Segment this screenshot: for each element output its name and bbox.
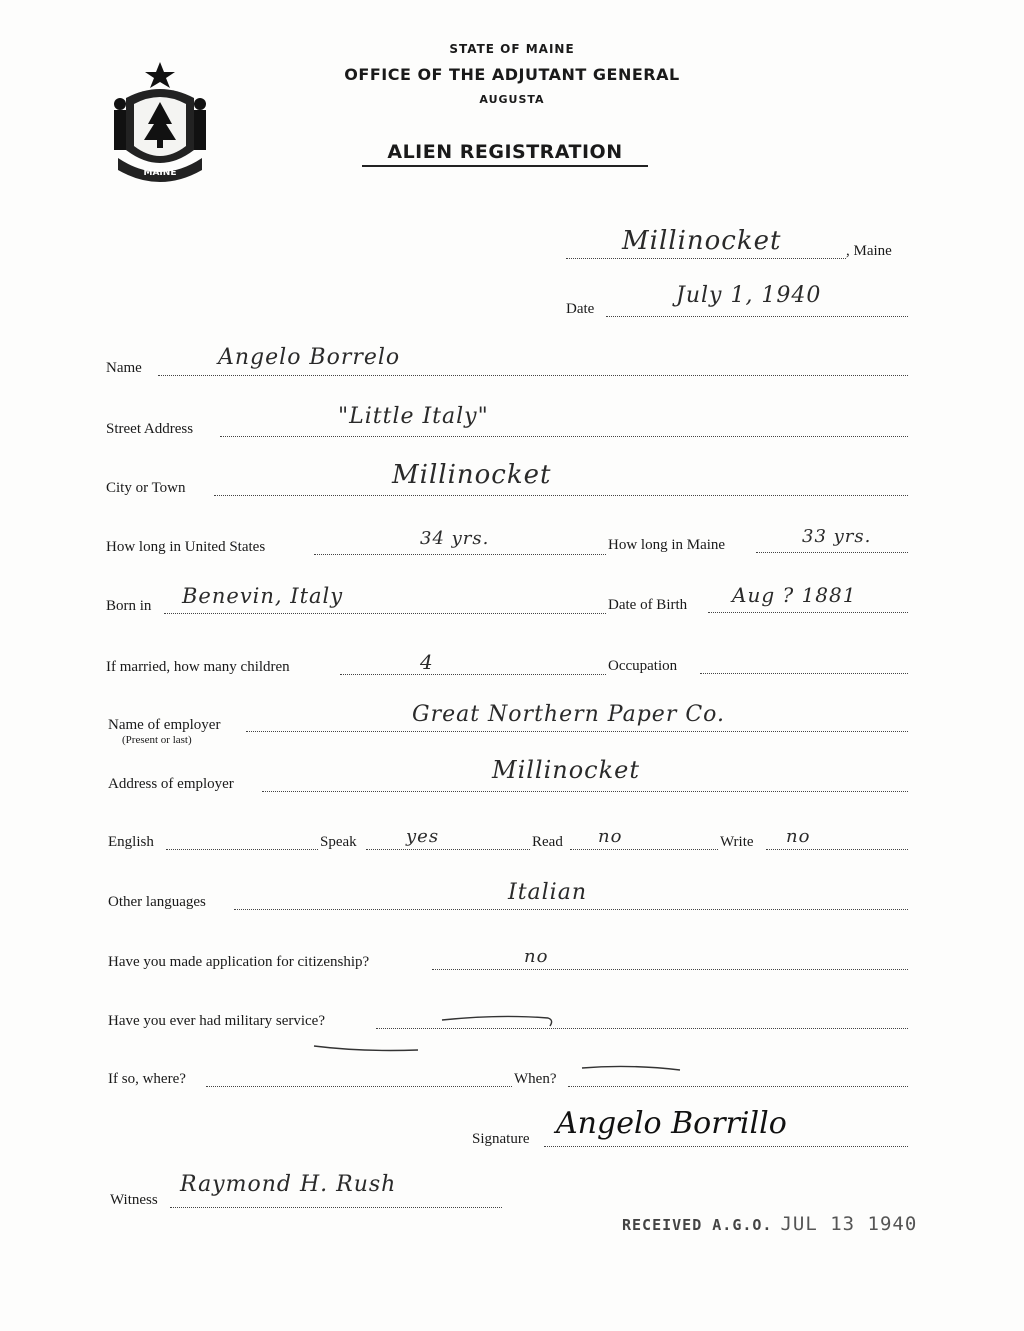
us-value: 34 yrs. [420, 528, 490, 549]
office-heading: OFFICE OF THE ADJUTANT GENERAL [344, 65, 680, 84]
employer-address-label: Address of employer [108, 776, 234, 792]
svg-text:MAINE: MAINE [143, 168, 177, 178]
read-label: Read [532, 834, 563, 850]
employer-label: Name of employer [108, 717, 221, 733]
received-stamp-label: RECEIVED A.G.O. [622, 1216, 773, 1234]
witness-value: Raymond H. Rush [180, 1172, 397, 1197]
maine-value: 33 yrs. [802, 526, 872, 547]
when-label: When? [514, 1071, 557, 1087]
city-value: Millinocket [392, 460, 552, 490]
received-stamp [622, 1213, 917, 1235]
name-label: Name [106, 360, 142, 376]
name-value: Angelo Borrelo [218, 345, 401, 370]
other-languages-value: Italian [508, 880, 588, 905]
where-label: If so, where? [108, 1071, 186, 1087]
employer-address-value: Millinocket [492, 756, 641, 784]
received-stamp-date: JUL 13 1940 [780, 1213, 918, 1235]
us-label: How long in United States [106, 539, 266, 555]
witness-label: Witness [110, 1192, 158, 1208]
signature-value: Angelo Borrillo [556, 1106, 787, 1141]
other-languages-label: Other languages [108, 894, 206, 910]
military-label: Have you ever had military service? [108, 1013, 325, 1029]
city-label: City or Town [106, 480, 186, 496]
citizenship-value: no [524, 946, 549, 967]
date-value: July 1, 1940 [676, 283, 822, 308]
citizenship-label: Have you made application for citizenship? [108, 954, 370, 970]
signature-label: Signature [472, 1131, 530, 1147]
military-dash-mark [440, 1008, 560, 1028]
street-value: "Little Italy" [338, 404, 489, 429]
form-title: ALIEN REGISTRATION [362, 141, 648, 167]
date-label: Date [566, 301, 595, 317]
born-label: Born in [106, 598, 152, 614]
speak-label: Speak [320, 834, 357, 850]
write-label: Write [720, 834, 754, 850]
children-label: If married, how many children [106, 659, 290, 675]
read-value: no [598, 826, 623, 847]
state-heading: STATE OF MAINE [449, 42, 575, 56]
write-value: no [786, 826, 811, 847]
when-dash-mark [580, 1060, 690, 1080]
employer-value: Great Northern Paper Co. [412, 702, 726, 727]
where-dash-mark [312, 1040, 422, 1060]
born-value: Benevin, Italy [182, 584, 344, 608]
place-suffix: , Maine [846, 243, 892, 259]
dob-label: Date of Birth [608, 597, 688, 613]
employer-sublabel: (Present or last) [122, 734, 192, 746]
occupation-label: Occupation [608, 658, 678, 674]
maine-label: How long in Maine [608, 537, 726, 553]
city-heading: AUGUSTA [479, 93, 545, 106]
place-value: Millinocket [622, 226, 782, 256]
children-value: 4 [420, 650, 434, 674]
speak-value: yes [406, 826, 440, 847]
english-label: English [108, 834, 154, 850]
street-label: Street Address [106, 421, 194, 437]
dob-value: Aug ? 1881 [732, 583, 857, 607]
